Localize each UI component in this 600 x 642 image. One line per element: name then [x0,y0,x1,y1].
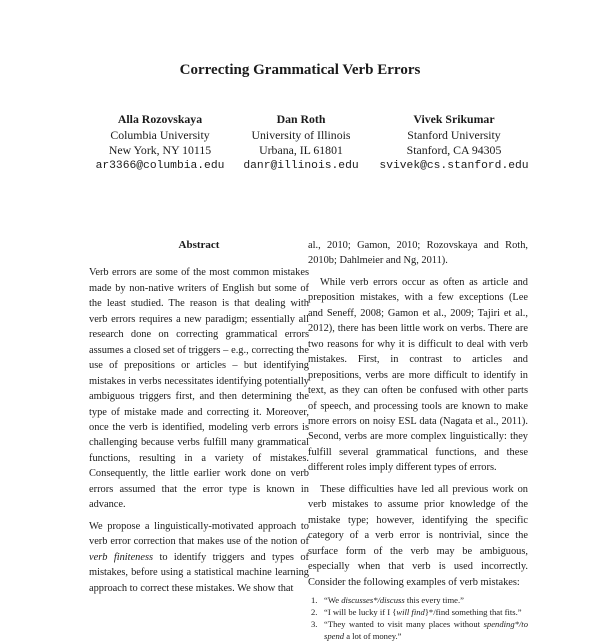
author-affiliation: University of Illinois [251,127,351,142]
example-item [308,618,528,642]
example-emphasis: will find [396,606,425,617]
author-affiliation: Columbia University [110,127,210,142]
example-text: a lot of money.” [344,630,402,641]
author-3 [354,112,554,174]
author-affiliation: Stanford University [407,127,501,142]
examples-list [308,594,528,642]
author-location: Urbana, IL 61801 [259,143,343,157]
example-text: this every time.” [404,594,464,605]
abstract-text: to identify triggers and types of mistakes, before using a statistical machine learning approach to correct these mistakes. We show that [89,551,309,594]
abstract-emphasis: verb finiteness [89,551,154,563]
example-emphasis: discusses*/discuss [341,594,405,605]
author-name: Dan Roth [276,112,326,126]
author-name: Alla Rozovskaya [117,112,203,126]
left-column [89,238,309,596]
abstract-heading: Abstract [178,239,220,251]
example-text: }*/find something that fits.” [424,606,522,617]
example-text: “They wanted to visit many places without [324,618,484,629]
author-email: ar3366@columbia.edu [95,159,225,172]
abstract-paragraph-1: Verb errors are some of the most common mistakes made by non-native writers of English but some of the least studied. The reason is that dealing with verb errors requires a new paradigm; essentially all research done on correcting grammatical errors assumes a closed set of triggers – e.g., correcting the use of prepositions or articles – but identifying mistakes in verbs necessitates identifying potentially ambiguous triggers first, and then determining the type of mistake made and correcting it. Moreover, once the verb is identified, modeling verb errors is challenging because verbs fulfill many grammatical functions, resulting in a variety of mistakes. Consequently, the little earlier work done on verb errors assumed that the error type is known in advance. [89,267,309,511]
example-text: “I will be lucky if I { [324,606,397,617]
body-paragraph-0: al., 2010; Gamon, 2010; Rozovskaya and Roth, 2010b; Dahlmeier and Ng, 2011). [308,240,528,267]
body-paragraph-1: While verb errors occur as often as article and preposition mistakes, with a few exceptions (Lee and Seneff, 2008; Gamon et al., 2009; Tajiri et al., 2012), there has been little work on verbs. There are two reasons for why it is difficult to deal with verb mistakes. First, in contrast to articles and prepositions, verbs are more difficult to identify in text, as they can often be confused with other parts of speech, and processing tools are known to make more errors on noisy ESL data (Nagata et al., 2011). Second, verbs are more complex linguistically: they fulfill several grammatical functions, and these different roles imply different types of errors. [308,276,528,474]
example-item [308,606,528,618]
abstract-text: We propose a linguistically-motivated approach to verb error correction that makes use of the notion of [89,520,309,548]
right-column [308,238,528,642]
author-location: New York, NY 10115 [108,143,212,157]
author-email: svivek@cs.stanford.edu [379,159,529,172]
author-name: Vivek Srikumar [413,112,495,126]
example-number: 1. [311,594,318,605]
example-number: 3. [311,618,318,629]
abstract-paragraph-2 [89,519,309,596]
example-emphasis: spending*/to spend [324,618,528,641]
example-text: “We [324,594,342,605]
paper-title: Correcting Grammatical Verb Errors [179,62,421,78]
author-location: Stanford, CA 94305 [406,143,502,157]
body-paragraph-2: These difficulties have led all previous work on verb mistakes to assume prior knowledge of the mistake type; however, identifying the specific category of a verb error is nontrivial, since the surface form of the verb may be ambiguous, especially when that verb is used incorrectly. Consider the following examples of verb mistakes: [308,483,528,588]
example-number: 2. [311,606,318,617]
author-email: danr@illinois.edu [243,159,359,172]
